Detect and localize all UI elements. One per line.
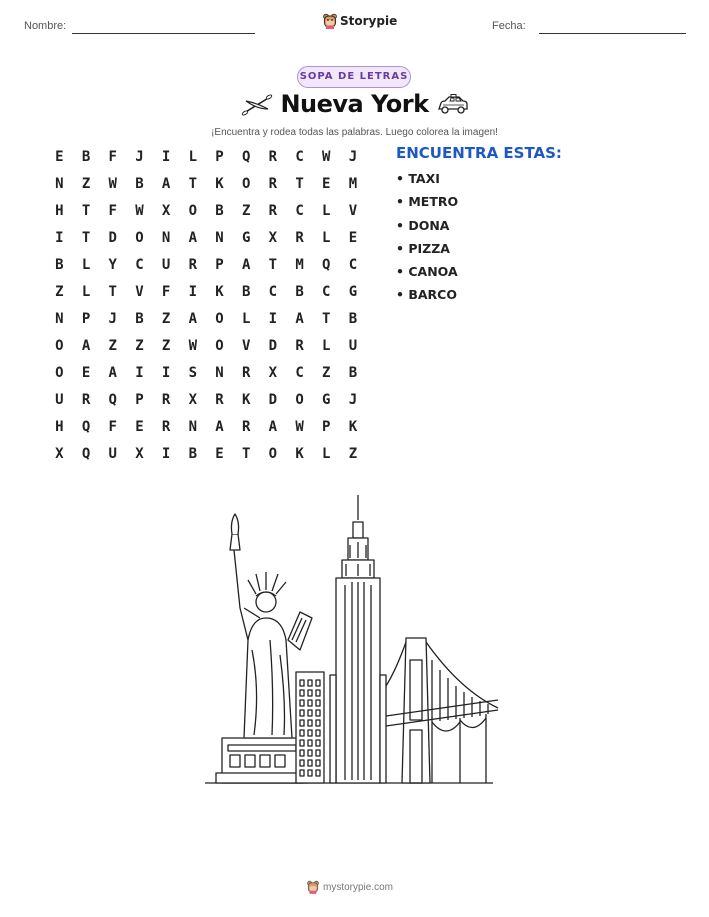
grid-cell[interactable]: E (135, 419, 144, 435)
grid-cell[interactable]: R (268, 176, 278, 192)
grid-cell[interactable]: N (55, 176, 64, 192)
instructions: ¡Encuentra y rodea todas las palabras. Luego colorea la imagen! (211, 127, 498, 138)
grid-cell[interactable]: M (348, 176, 358, 192)
grid-cell[interactable]: H (55, 203, 64, 219)
word-search-grid[interactable] (46, 144, 366, 468)
grid-cell[interactable]: L (322, 446, 331, 462)
grid-row (46, 387, 366, 414)
grid-cell[interactable]: I (135, 365, 144, 381)
grid-cell[interactable]: B (55, 257, 64, 273)
grid-cell[interactable]: X (135, 446, 144, 462)
grid-cell[interactable]: Q (241, 149, 251, 165)
word-list-item: • CANOA (396, 264, 458, 280)
grid-cell[interactable]: Q (108, 392, 117, 408)
grid-cell[interactable]: X (161, 203, 171, 219)
grid-cell[interactable]: R (295, 338, 304, 354)
grid-cell[interactable]: C (135, 257, 144, 273)
grid-cell[interactable]: U (161, 257, 171, 273)
grid-cell[interactable]: L (241, 311, 251, 327)
grid-cell[interactable]: W (108, 176, 117, 192)
grid-cell[interactable]: V (135, 284, 144, 300)
page-title: Nueva York (280, 90, 429, 118)
footer-url[interactable]: mystorypie.com (323, 881, 394, 893)
word-list (396, 171, 458, 311)
word-list-item: • TAXI (396, 171, 440, 186)
grid-cell[interactable]: L (81, 257, 91, 273)
grid-cell[interactable]: Q (322, 257, 331, 273)
grid-cell[interactable]: B (241, 284, 251, 300)
grid-cell[interactable]: T (241, 446, 251, 462)
grid-row (46, 306, 366, 333)
grid-cell[interactable]: Q (81, 419, 91, 435)
grid-cell[interactable]: M (295, 257, 304, 273)
grid-cell[interactable]: U (108, 446, 117, 462)
grid-cell[interactable]: U (55, 392, 64, 408)
grid-cell[interactable]: B (81, 149, 91, 165)
grid-cell[interactable]: N (215, 230, 224, 246)
grid-cell[interactable]: B (215, 203, 224, 219)
grid-cell[interactable]: A (108, 365, 117, 381)
grid-cell[interactable]: S (188, 365, 197, 381)
grid-cell[interactable]: D (268, 338, 278, 354)
grid-row (46, 198, 366, 225)
grid-cell[interactable]: W (322, 149, 331, 165)
grid-cell[interactable]: K (295, 446, 304, 462)
bear-icon (323, 13, 337, 29)
grid-cell[interactable]: K (215, 176, 224, 192)
grid-cell[interactable]: V (348, 203, 358, 219)
grid-cell[interactable]: X (268, 230, 278, 246)
grid-cell[interactable]: I (268, 311, 278, 327)
grid-cell[interactable]: D (108, 230, 117, 246)
grid-cell[interactable]: R (81, 392, 91, 408)
taxi-icon (436, 94, 470, 116)
name-label: Nombre: (24, 20, 67, 32)
grid-cell[interactable]: A (215, 419, 224, 435)
grid-cell[interactable]: N (161, 230, 171, 246)
grid-cell[interactable]: I (188, 284, 197, 300)
grid-cell[interactable]: F (108, 203, 117, 219)
grid-cell[interactable]: Z (348, 446, 358, 462)
grid-cell[interactable]: I (161, 446, 171, 462)
activity-badge: SOPA DE LETRAS (297, 66, 411, 88)
grid-cell[interactable]: D (268, 392, 278, 408)
date-label: Fecha: (492, 20, 526, 32)
grid-cell[interactable]: R (161, 392, 171, 408)
new-york-skyline-illustration (200, 490, 500, 790)
grid-cell[interactable]: E (322, 176, 331, 192)
grid-cell[interactable]: B (188, 446, 197, 462)
grid-cell[interactable]: Z (322, 365, 331, 381)
grid-cell[interactable]: A (161, 176, 171, 192)
word-list-item: • DONA (396, 217, 450, 233)
grid-cell[interactable]: P (135, 392, 144, 408)
grid-row (46, 441, 366, 468)
grid-cell[interactable]: T (268, 257, 278, 273)
grid-cell[interactable]: C (268, 284, 278, 300)
grid-cell[interactable]: O (215, 311, 224, 327)
grid-cell[interactable]: A (241, 257, 251, 273)
brand-name: Storypie (340, 14, 398, 28)
grid-cell[interactable]: T (188, 176, 197, 192)
grid-cell[interactable]: B (348, 311, 358, 327)
grid-cell[interactable]: Q (81, 446, 91, 462)
bear-icon (307, 880, 319, 894)
grid-cell[interactable]: A (188, 311, 197, 327)
grid-cell[interactable]: R (215, 392, 224, 408)
grid-cell[interactable]: L (322, 203, 331, 219)
grid-cell[interactable]: R (295, 230, 304, 246)
grid-cell[interactable]: J (135, 149, 144, 165)
grid-cell[interactable]: B (135, 311, 144, 327)
grid-cell[interactable]: F (108, 149, 117, 165)
grid-cell[interactable]: O (215, 338, 224, 354)
grid-cell[interactable]: R (268, 203, 278, 219)
grid-cell[interactable]: I (55, 230, 64, 246)
grid-cell[interactable]: F (161, 284, 171, 300)
grid-cell[interactable]: W (135, 203, 144, 219)
grid-cell[interactable]: N (55, 311, 64, 327)
grid-cell[interactable]: Z (161, 338, 171, 354)
grid-cell[interactable]: K (348, 419, 358, 435)
grid-cell[interactable]: Z (135, 338, 144, 354)
grid-cell[interactable]: N (188, 419, 197, 435)
grid-cell[interactable]: Y (108, 257, 117, 273)
grid-cell[interactable]: Z (55, 284, 64, 300)
grid-cell[interactable]: E (81, 365, 91, 381)
grid-cell[interactable]: T (81, 203, 91, 219)
grid-cell[interactable]: E (348, 230, 358, 246)
grid-cell[interactable]: U (348, 338, 358, 354)
grid-cell[interactable]: V (241, 338, 251, 354)
grid-cell[interactable]: X (188, 392, 197, 408)
grid-cell[interactable]: N (215, 365, 224, 381)
grid-cell[interactable]: G (322, 392, 331, 408)
grid-row (46, 144, 366, 171)
word-list-item: • BARCO (396, 287, 457, 303)
grid-cell[interactable]: L (322, 338, 331, 354)
grid-cell[interactable]: O (55, 338, 64, 354)
grid-cell[interactable]: P (215, 257, 224, 273)
grid-cell[interactable]: B (295, 284, 304, 300)
grid-cell[interactable]: R (161, 419, 171, 435)
grid-cell[interactable]: I (161, 149, 171, 165)
grid-cell[interactable]: L (81, 284, 91, 300)
grid-cell[interactable]: C (322, 284, 331, 300)
grid-cell[interactable]: B (348, 365, 358, 381)
grid-cell[interactable]: Z (81, 176, 91, 192)
grid-cell[interactable]: C (295, 365, 304, 381)
grid-cell[interactable]: A (188, 230, 197, 246)
grid-cell[interactable]: G (241, 230, 251, 246)
word-list-title: ENCUENTRA ESTAS: (396, 144, 562, 162)
date-field-line[interactable] (539, 33, 686, 34)
grid-cell[interactable]: T (108, 284, 117, 300)
grid-cell[interactable]: X (55, 446, 64, 462)
grid-cell[interactable]: Z (161, 311, 171, 327)
grid-cell[interactable]: A (81, 338, 91, 354)
grid-cell[interactable]: C (295, 149, 304, 165)
grid-cell[interactable]: A (295, 311, 304, 327)
grid-cell[interactable]: A (268, 419, 278, 435)
grid-cell[interactable]: E (215, 446, 224, 462)
grid-row (46, 171, 366, 198)
grid-row (46, 360, 366, 387)
grid-cell[interactable]: R (241, 419, 251, 435)
grid-cell[interactable]: K (241, 392, 251, 408)
word-list-item: • METRO (396, 194, 459, 210)
grid-cell[interactable]: O (268, 446, 278, 462)
grid-cell[interactable]: B (135, 176, 144, 192)
grid-cell[interactable]: R (268, 149, 278, 165)
grid-cell[interactable]: P (81, 311, 91, 327)
grid-cell[interactable]: Z (241, 203, 251, 219)
grid-cell[interactable]: J (348, 392, 358, 408)
grid-cell[interactable]: T (295, 176, 304, 192)
grid-cell[interactable]: J (108, 311, 117, 327)
grid-cell[interactable]: O (188, 203, 197, 219)
grid-cell[interactable]: W (295, 419, 304, 435)
grid-row (46, 225, 366, 252)
grid-cell[interactable]: K (215, 284, 224, 300)
grid-row (46, 252, 366, 279)
grid-cell[interactable]: C (295, 203, 304, 219)
grid-cell[interactable]: L (322, 230, 331, 246)
grid-cell[interactable]: C (348, 257, 358, 273)
word-list-item: • PIZZA (396, 240, 450, 256)
grid-cell[interactable]: L (188, 149, 197, 165)
grid-cell[interactable]: P (322, 419, 331, 435)
grid-cell[interactable]: G (348, 284, 358, 300)
grid-row (46, 414, 366, 441)
grid-cell[interactable]: J (348, 149, 358, 165)
grid-row (46, 333, 366, 360)
grid-cell[interactable]: H (55, 419, 64, 435)
grid-cell[interactable]: T (322, 311, 331, 327)
grid-cell[interactable]: Z (108, 338, 117, 354)
grid-cell[interactable]: O (135, 230, 144, 246)
grid-cell[interactable]: O (241, 176, 251, 192)
grid-cell[interactable]: I (161, 365, 171, 381)
grid-cell[interactable]: T (81, 230, 91, 246)
name-field-line[interactable] (72, 33, 255, 34)
grid-cell[interactable]: F (108, 419, 117, 435)
grid-cell[interactable]: O (295, 392, 304, 408)
grid-cell[interactable]: E (55, 149, 64, 165)
grid-cell[interactable]: W (188, 338, 197, 354)
grid-cell[interactable]: O (55, 365, 64, 381)
grid-cell[interactable]: X (268, 365, 278, 381)
grid-cell[interactable]: R (241, 365, 251, 381)
brand-logo (323, 13, 397, 29)
grid-cell[interactable]: P (215, 149, 224, 165)
grid-row (46, 279, 366, 306)
grid-cell[interactable]: R (188, 257, 197, 273)
footer (307, 880, 393, 894)
